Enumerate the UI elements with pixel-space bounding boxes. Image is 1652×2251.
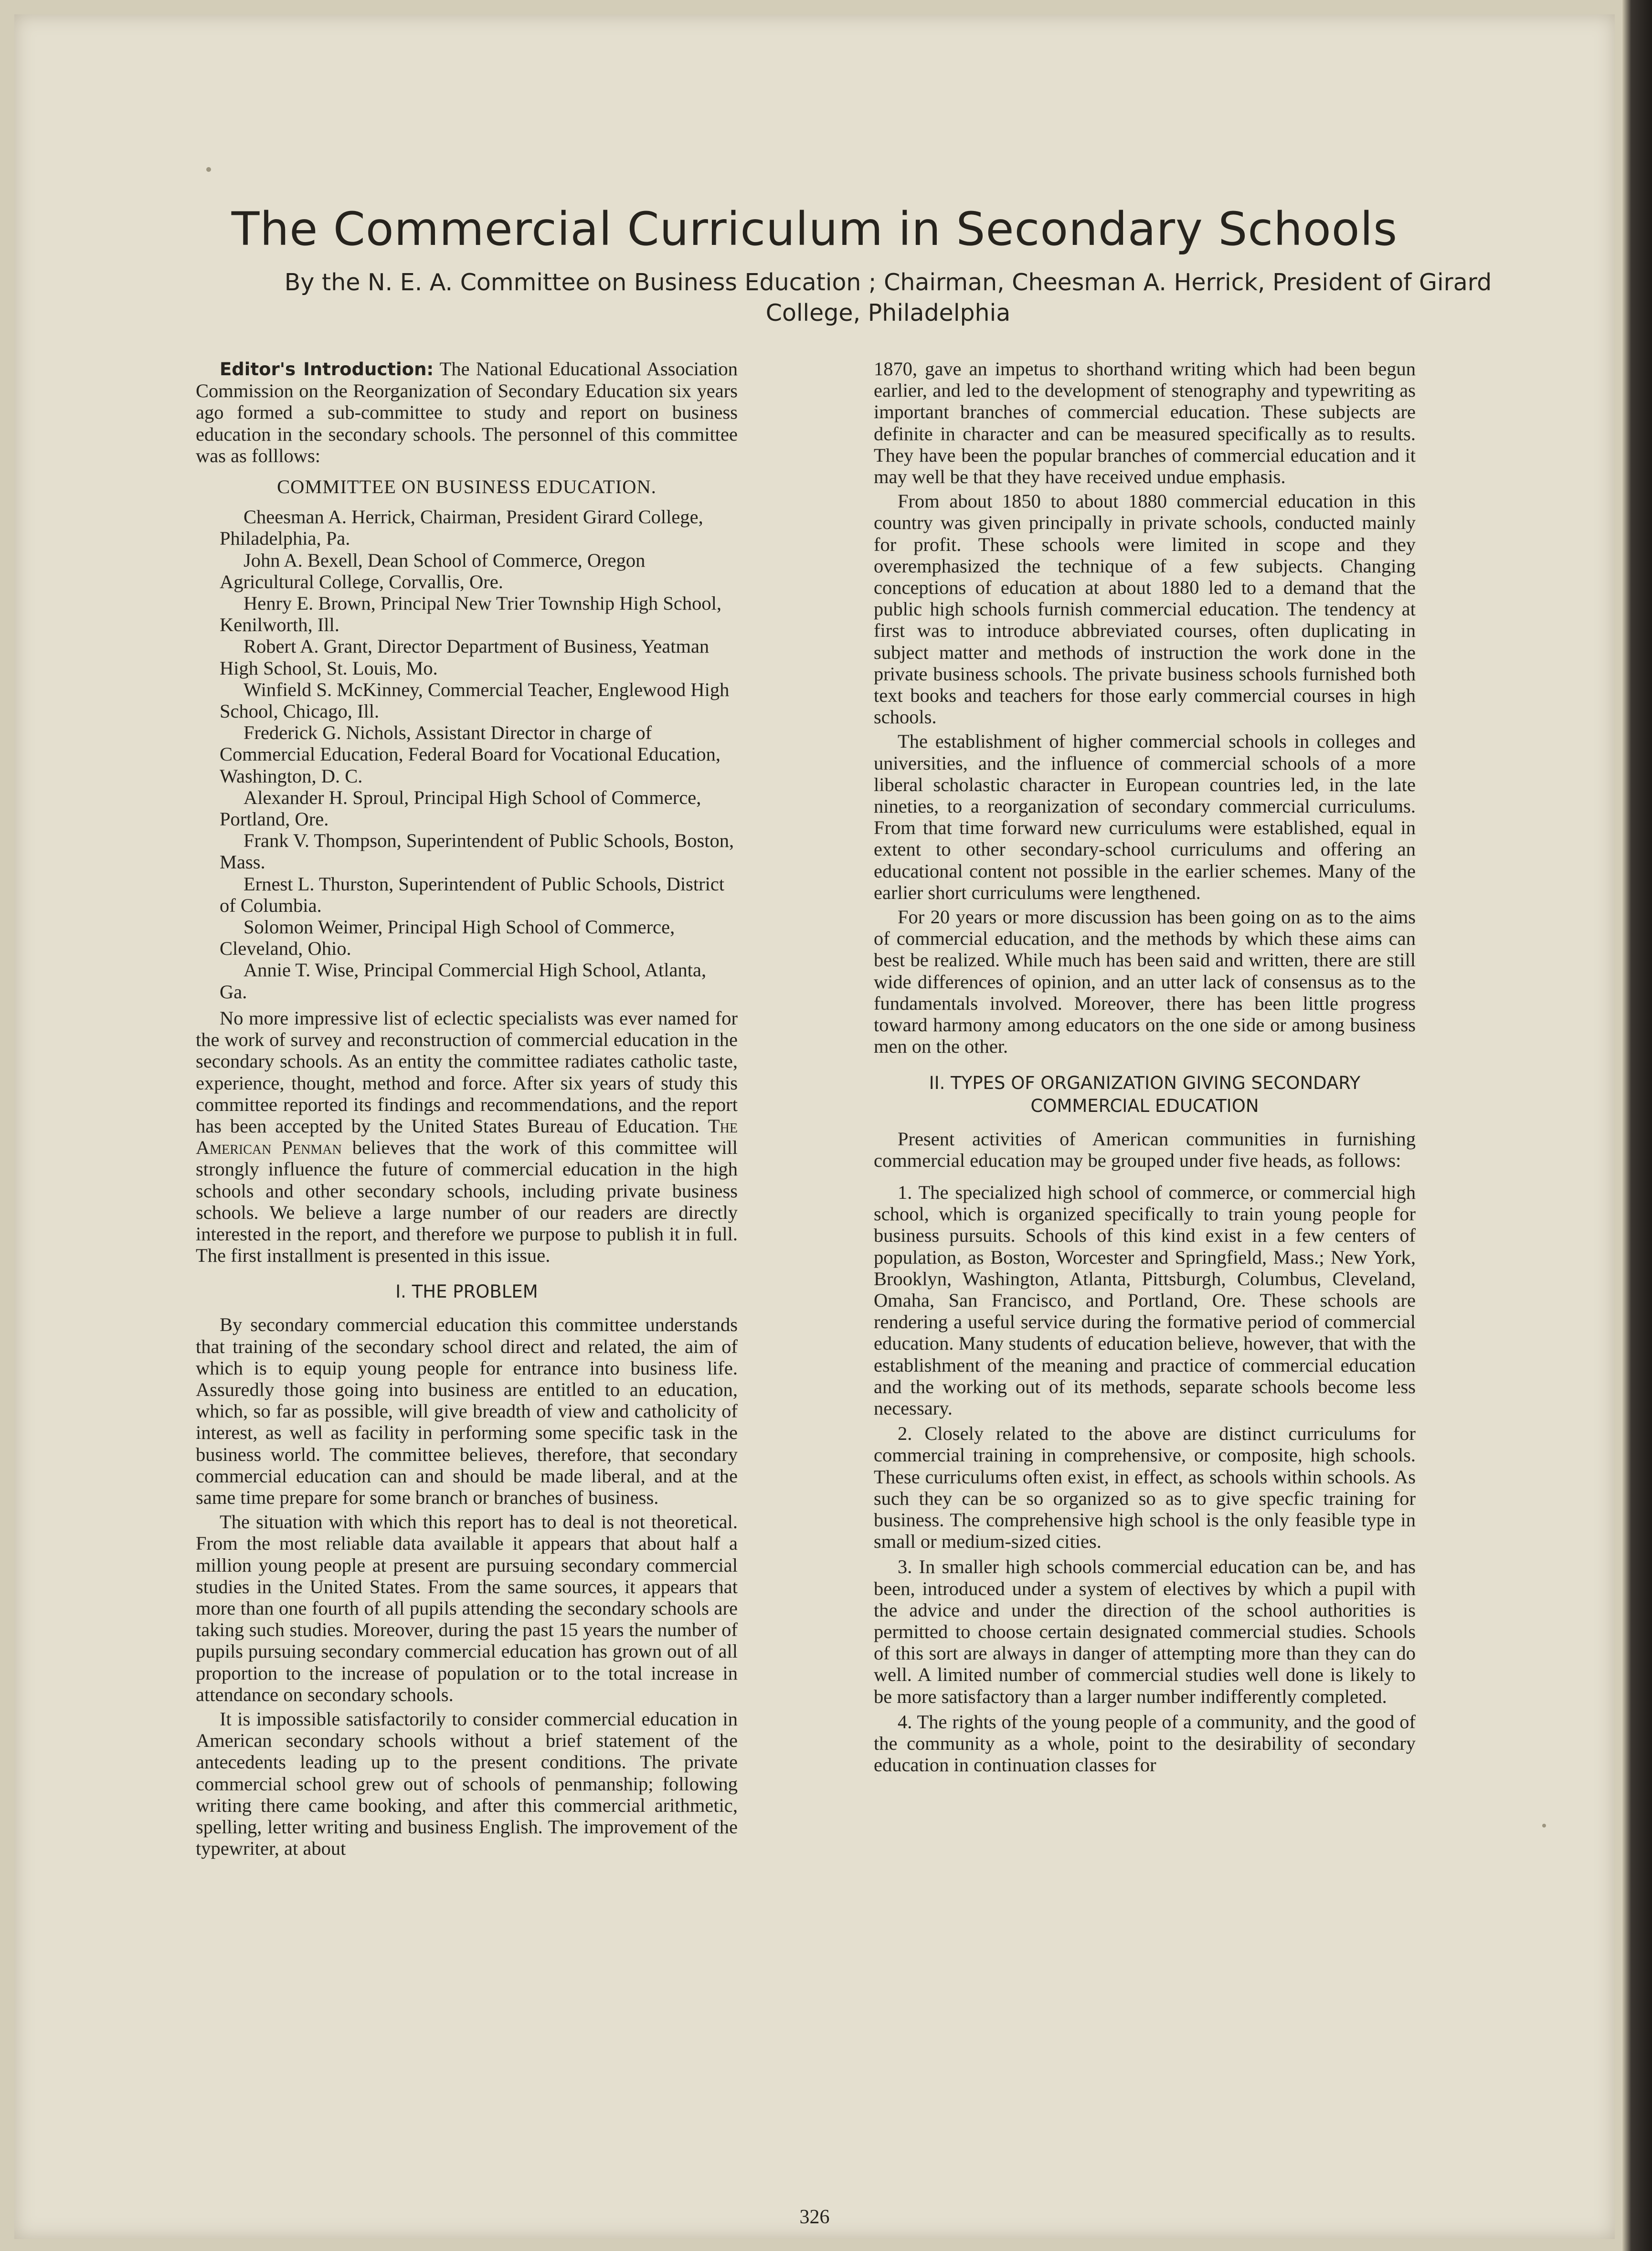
committee-member: John A. Bexell, Dean School of Commerce, Oregon Agricultural College, Corvallis, Ore. bbox=[220, 549, 646, 592]
list-item: 3. In smaller high schools commercial education can be, and has been, introduced under a system of electives by which a pupil with the advice and under the direction of the school authorities is permitted to choose certain designated commercial studies. Schools of this sort are always in danger of attempting more than they can do well. A limited number of commercial studies well done is likely to be more satisfactory than a larger number indifferently completed. bbox=[874, 1556, 1416, 1707]
committee-member: Annie T. Wise, Principal Commercial High School, Atlanta, Ga. bbox=[220, 959, 707, 1003]
committee-member: Henry E. Brown, Principal New Trier Township High School, Kenilworth, Ill. bbox=[220, 592, 721, 636]
committee-heading: COMMITTEE ON BUSINESS EDUCATION. bbox=[277, 476, 657, 498]
article-byline: By the N. E. A. Committee on Business Education ; Chairman, Cheesman A. Herrick, President of Girard College, Philadelphia bbox=[284, 269, 1492, 327]
body-paragraph: Present activities of American communities in furnishing commercial education may be grouped under five heads, as follows: bbox=[874, 1128, 1416, 1171]
intro-lead: Editor's Introduction: bbox=[220, 359, 434, 380]
committee-member: Solomon Weimer, Principal High School of Commerce, Cleveland, Ohio. bbox=[220, 916, 675, 960]
left-column bbox=[196, 358, 738, 1859]
article-title: The Commercial Curriculum in Secondary Schools bbox=[231, 202, 1398, 256]
section-heading bbox=[874, 1072, 1416, 1118]
publication-name: The American Penman bbox=[196, 1115, 738, 1159]
body-paragraph: The situation with which this report has to deal is not theoretical. From the most reliable data available it appears that about half a million young people at present are pursuing secondary commercial studies in the United States. From the same sources, it appears that more than one fourth of all pupils attending the secondary schools are taking such studies. Moreover, during the past 15 years the number of pupils pursuing secondary commercial education has grown out of all proportion to the increase of population or to the total increase in attendance on secondary schools. bbox=[196, 1511, 738, 1705]
paper-speck bbox=[1542, 1824, 1546, 1828]
editors-introduction bbox=[196, 358, 738, 466]
section-heading-line: COMMERCIAL EDUCATION bbox=[1030, 1095, 1259, 1116]
page-number: 326 bbox=[799, 2206, 830, 2228]
section-heading: I. THE PROBLEM bbox=[395, 1281, 538, 1302]
list-item: 4. The rights of the young people of a community, and the good of the community as a whole, point to the desirability of secondary education in continuation classes for bbox=[874, 1711, 1416, 1776]
body-paragraph-continued: 1870, gave an impetus to shorthand writing which had been begun earlier, and led to the development of stenography and typewriting as important branches of commercial education. These subjects are definite in character and can be measured specifically as to results. They have been the popular branches of commercial education and it may well be that they have received undue emphasis. bbox=[874, 358, 1416, 488]
intro-after-part1: No more impressive list of eclectic specialists was ever named for the work of survey and reconstruction of commercial education in the secondary schools. As an entity the committee radiates catholic taste, experience, thought, method and force. After six years of study this committee reported its findings and recommendations, and the report has been accepted by the United States Bureau of Education. bbox=[196, 1007, 738, 1137]
right-column bbox=[874, 358, 1416, 1775]
body-paragraph: It is impossible satisfactorily to consider commercial education in American secondary schools without a brief statement of the antecedents leading up to the present conditions. The private commercial school grew out of schools of penmanship; following writing there came booking, and after this commercial arithmetic, spelling, letter writing and business English. The improvement of the typewriter, at about bbox=[196, 1708, 738, 1860]
body-paragraph: By secondary commercial education this committee understands that training of the secondary school direct and related, the aim of which is to equip young people for entrance into business life. Assuredly those going into business are entitled to an education, which, so far as possible, will give breadth of view and catholicity of interest, as well as facility in performing some specific task in the business world. The committee believes, therefore, that secondary commercial education can and should be made liberal, and at the same time prepare for some branch or branches of business. bbox=[196, 1314, 738, 1508]
committee-member: Alexander H. Sproul, Principal High School of Commerce, Portland, Ore. bbox=[220, 786, 701, 830]
section-heading-line: II. TYPES OF ORGANIZATION GIVING SECONDARY bbox=[929, 1072, 1361, 1093]
committee-member: Frederick G. Nichols, Assistant Director in charge of Commercial Education, Federal Board for Vocational Education, Washington, D. C. bbox=[220, 722, 720, 787]
intro-text: The National Educational Association Commission on the Reorganization of Secondary Education six years ago formed a sub-committee to study and report on business education in the secondary schools. The personnel of this committee was as folllows: bbox=[196, 358, 738, 466]
body-paragraph: For 20 years or more discussion has been going on as to the aims of commercial education, and the methods by which these aims can best be realized. While much has been said and written, there are still wide differences of opinion, and an utter lack of consensus as to the fundamentals involved. Moreover, there has been little progress toward harmony among educators on the one side or among business men on the other. bbox=[874, 906, 1416, 1057]
body-paragraph: From about 1850 to about 1880 commercial education in this country was given principally in private schools, conducted mainly for profit. These schools were limited in scope and they overemphasized the technique of a few subjects. Changing conceptions of education at about 1880 led to a demand that the public high schools furnish commercial education. The tendency at first was to introduce abbreviated courses, often duplicating in subject matter and methods of instruction the work done in the private business schools. The private business schools furnished both text books and teachers for those early commercial courses in high schools. bbox=[874, 490, 1416, 728]
committee-member: Cheesman A. Herrick, Chairman, President Girard College, Philadelphia, Pa. bbox=[220, 506, 703, 550]
committee-member: Frank V. Thompson, Superintendent of Public Schools, Boston, Mass. bbox=[220, 830, 734, 873]
scan-edge bbox=[1622, 0, 1652, 2251]
body-paragraph: The establishment of higher commercial schools in colleges and universities, and the influence of commercial schools of a more liberal scholastic character in European countries led, in the late nineties, to a reorganization of secondary commercial curriculums. From that time forward new curriculums were established, equal in extent to other secondary-school curriculums and offering an educational content not possible in the earlier schemes. Many of the earlier short curriculums were lengthened. bbox=[874, 730, 1416, 903]
list-item: 2. Closely related to the above are distinct curriculums for commercial training in comprehensive, or composite, high schools. These curriculums often exist, in effect, as schools within schools. As such they can be so organized so as to give specfic training for business. The comprehensive high school is the only feasible type in small or medium-sized cities. bbox=[874, 1423, 1416, 1553]
committee-member: Ernest L. Thurston, Superintendent of Public Schools, District of Columbia. bbox=[220, 873, 725, 916]
intro-after-part2: believes that the work of this committee will strongly influence the future of commercial education in the high schools and other secondary schools, including private business schools. We believe a large number of our readers are directly interested in the report, and therefore we purpose to publish it in full. The first installment is presented in this issue. bbox=[196, 1137, 738, 1267]
magazine-page bbox=[14, 14, 1615, 2239]
paper-speck bbox=[206, 167, 211, 172]
committee-member-list bbox=[196, 506, 738, 1003]
committee-member: Robert A. Grant, Director Department of Business, Yeatman High School, St. Louis, Mo. bbox=[220, 635, 710, 679]
committee-member: Winfield S. McKinney, Commercial Teacher, Englewood High School, Chicago, Ill. bbox=[220, 678, 730, 722]
list-item: 1. The specialized high school of commerce, or commercial high school, which is organized specifically to train young people for business pursuits. Schools of this kind exist in a few centers of population, as Boston, Worcester and Springfield, Mass.; New York, Brooklyn, Washington, Atlanta, Pittsburgh, Columbus, Cleveland, Omaha, San Francisco, and Portland, Ore. These schools are rendering a useful service during the formative period of commercial education. Many students of education believe, however, that with the establishment of the meaning and practice of commercial education and the working out of its methods, separate schools become less necessary. bbox=[874, 1181, 1416, 1419]
intro-paragraph bbox=[196, 1007, 738, 1266]
